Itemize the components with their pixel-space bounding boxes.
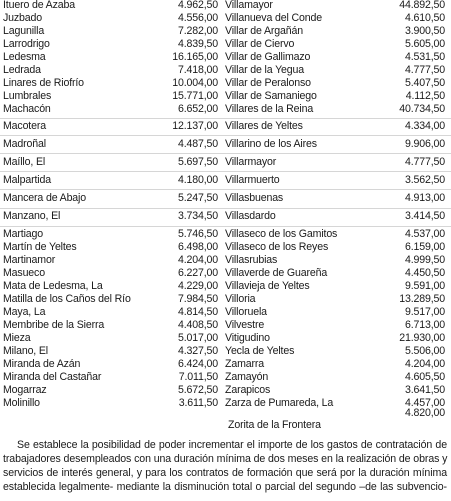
amount-value: 3.562,50 [404,174,445,186]
municipality-name: Ledrada [3,64,41,76]
amount-value: 44.892,50 [399,0,445,11]
amount-value: 5.506,00 [404,345,445,357]
amount-value: 9.591,00 [404,280,445,292]
municipality-name: Martín de Yeltes [3,241,77,253]
amount-value: 3.900,50 [404,25,445,37]
amount-value: 9.906,00 [404,138,445,150]
amount-value: 4.962,50 [177,0,218,11]
body-paragraph [3,438,447,494]
municipality-name: Lagunilla [3,25,45,37]
amount-value: 5.017,00 [177,332,218,344]
municipality-name: Ituero de Azaba [3,0,75,11]
municipality-name: Larrodrigo [3,38,50,50]
municipality-name: Villavieja de Yeltes [225,280,310,292]
municipality-name: Lumbrales [3,90,52,102]
amount-value: 3.641,50 [404,384,445,396]
municipality-name: Villanueva del Conde [225,12,322,24]
municipality-name: Villares de Yeltes [225,120,303,132]
municipality-name: Villar de Ciervo [225,38,295,50]
table-row [0,175,451,188]
amount-value: 6.652,00 [177,103,218,115]
paragraph-line: servicios de interés general, y para los contratos de formación que será por la duración mínima [3,467,447,479]
amount-value: 4.537,00 [404,228,445,240]
row-divider [0,118,451,119]
municipality-name: Villar de Peralonso [225,77,311,89]
table-row [0,121,451,134]
amount-value: 4.408,50 [177,319,218,331]
amount-value: 7.282,00 [177,25,218,37]
table-row [0,193,451,206]
municipality-name: Maíllo, El [3,156,46,168]
municipality-name: Vilvestre [225,319,265,331]
municipality-name: Miranda del Castañar [3,371,102,383]
amount-value: 4.450,50 [404,267,445,279]
municipality-name: Miranda de Azán [3,358,81,370]
municipality-name: Villamayor [225,0,273,11]
municipality-name: Madroñal [3,138,46,150]
municipality-name: Villasdardo [225,210,276,222]
municipality-name: Villar de Argañán [225,25,303,37]
municipality-name: Villar de la Yegua [225,64,304,76]
amount-value: 4.777,50 [404,156,445,168]
amount-value: 4.327,50 [177,345,218,357]
municipality-name: Villar de Samaniego [225,90,317,102]
amount-value: 4.334,00 [404,120,445,132]
municipality-name: Zamayón [225,371,269,383]
amount-value: 10.004,00 [172,77,218,89]
amount-value: 4.610,50 [404,12,445,24]
amount-value: 6.498,00 [177,241,218,253]
amount-value: 4.204,00 [177,254,218,266]
municipality-name: Matilla de los Caños del Río [3,293,131,305]
amount-value: 6.227,00 [177,267,218,279]
amount-value: 4.204,00 [404,358,445,370]
amount-value: 5.605,00 [404,38,445,50]
amount-value: 4.999,50 [404,254,445,266]
municipality-name: Maya, La [3,306,46,318]
row-divider [0,189,451,190]
amount-value: 3.414,50 [404,210,445,222]
municipality-name: Villaseco de los Reyes [225,241,329,253]
municipality-name: Milano, El [3,345,49,357]
amount-value: 16.165,00 [172,51,218,63]
table-row [0,157,451,170]
row-divider [0,171,451,172]
amount-value: 3.734,50 [177,210,218,222]
municipality-name: Macotera [3,120,46,132]
amount-value: 4.487,50 [177,138,218,150]
table-row [0,104,451,117]
amount-value: 4.229,00 [177,280,218,292]
amount-value: 7.418,00 [177,64,218,76]
municipality-name: Ledesma [3,51,46,63]
amount-value: 21.930,00 [399,332,445,344]
municipality-name: Zarapicos [225,384,271,396]
amount-value: 12.137,00 [172,120,218,132]
amount-value: 5.697,50 [177,156,218,168]
amount-value: 4.839,50 [177,38,218,50]
municipality-name: Juzbado [3,12,43,24]
municipality-name: Yecla de Yeltes [225,345,295,357]
municipality-name: Villarino de los Aires [225,138,317,150]
municipality-name: Manzano, El [3,210,61,222]
paragraph-line: establecida legalmente- mediante la disminución total o parcial del segundo –de las subvencio- [3,481,447,493]
amount-value: 3.611,50 [178,397,218,409]
municipality-name: Villarmuerto [225,174,280,186]
municipality-name: Villaseco de los Gamitos [225,228,338,240]
municipality-name: Villares de la Reina [225,103,314,115]
municipality-name: Martiago [3,228,44,240]
municipality-name: Villar de Gallimazo [225,51,311,63]
municipality-name: Mancera de Abajo [3,192,86,204]
municipality-name: Zamarra [225,358,264,370]
municipality-name: Molinillo [3,397,40,409]
municipality-name: Vitigudino [225,332,270,344]
amount-value: 4.820,00 [404,407,445,419]
amount-value: 6.713,00 [404,319,445,331]
row-divider [0,153,451,154]
amount-value: 40.734,50 [399,103,445,115]
table-row [0,139,451,152]
amount-value: 4.556,00 [177,12,218,24]
amount-value: 4.531,50 [404,51,445,63]
amount-value: 4.913,00 [404,192,445,204]
municipality-name: Villasrubias [225,254,278,266]
amount-value: 7.984,50 [177,293,218,305]
amount-value: 9.517,00 [404,306,445,318]
row-divider [0,135,451,136]
municipality-name: Linares de Riofrío [3,77,84,89]
amount-value: 5.672,50 [177,384,218,396]
municipality-name: Villarmayor [225,156,277,168]
amount-value: 4.777,50 [404,64,445,76]
amount-value: 5.247,50 [177,192,218,204]
paragraph-line: Se establece la posibilidad de poder incrementar el importe de los gastos de contratación de [17,439,447,451]
amount-value: 5.407,50 [404,77,445,89]
amount-value: 6.159,00 [404,241,445,253]
amount-value: 15.771,00 [172,90,218,102]
municipality-name: Martinamor [3,254,56,266]
municipality-name: Villasbuenas [225,192,284,204]
table-row [0,211,451,224]
municipality-name: Villoruela [225,306,267,318]
municipality-name: Zorita de la Frontera [228,419,321,431]
amount-value: 5.746,50 [177,228,218,240]
municipality-name: Mieza [3,332,31,344]
amount-value: 4.112,50 [405,90,445,102]
municipality-name: Villaverde de Guareña [225,267,328,279]
amount-value: 7.011,50 [178,371,218,383]
municipality-name: Mogarraz [3,384,47,396]
amount-value: 13.289,50 [399,293,445,305]
amount-value: 6.424,00 [177,358,218,370]
paragraph-line: trabajadores desempleados con una duración mínima de dos meses en la realización de obras y [3,453,448,465]
municipality-name: Machacón [3,103,51,115]
row-divider [0,226,451,227]
municipality-name: Zarza de Pumareda, La [225,397,334,409]
municipality-name: Membribe de la Sierra [3,319,105,331]
amount-value: 4.605,50 [404,371,445,383]
amount-value: 4.814,50 [177,306,218,318]
municipality-name: Mata de Ledesma, La [3,280,103,292]
municipality-name: Villoria [225,293,256,305]
amount-value: 4.180,00 [177,174,218,186]
row-divider [0,208,451,209]
municipality-name: Malpartida [3,174,51,186]
municipality-name: Masueco [3,267,45,279]
table-row [0,420,451,433]
amount-value: 4.457,00 [404,397,445,409]
